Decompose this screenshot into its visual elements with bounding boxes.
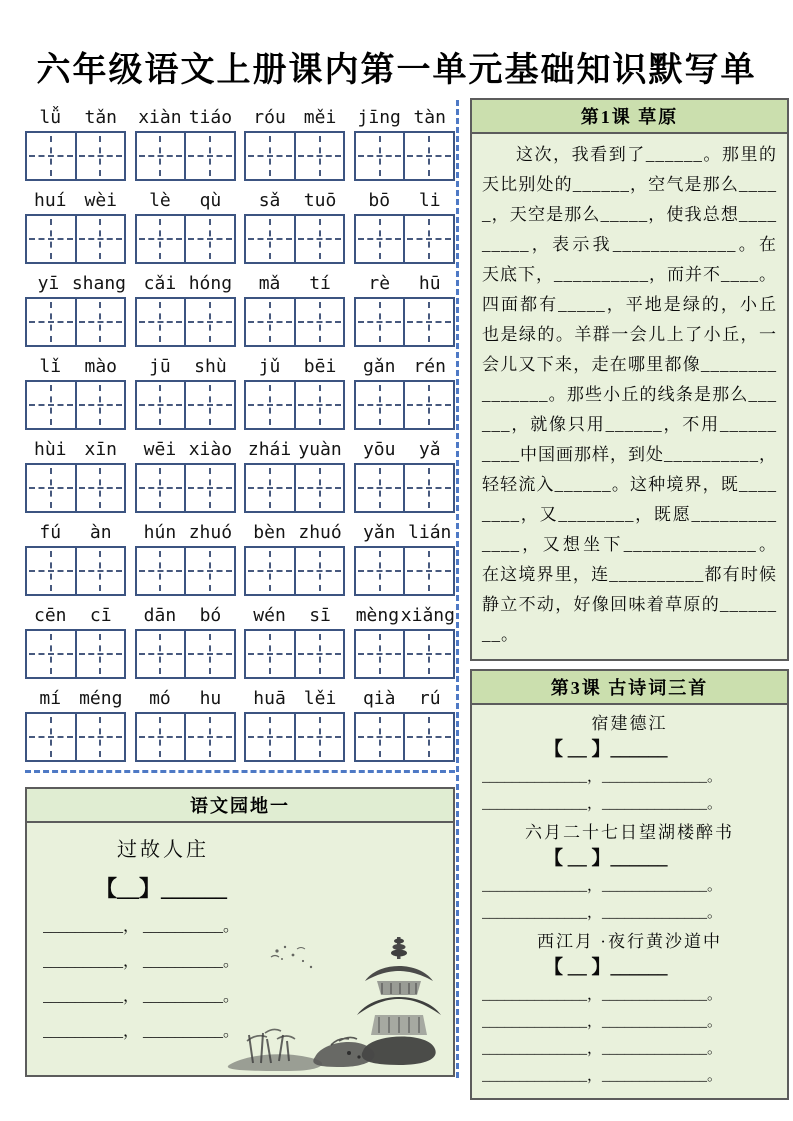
pinyin-word-group: [25, 189, 126, 264]
writing-cell: [294, 382, 344, 428]
pinyin-label: [25, 272, 126, 296]
pinyin-row: [25, 521, 455, 596]
poem-blank-line: ______________，______________。: [482, 1014, 723, 1030]
writing-cell: [356, 465, 404, 511]
pinyin-grid: [25, 106, 455, 762]
pinyin-label: [25, 438, 126, 462]
pinyin-syllable: bēi: [303, 356, 337, 377]
pinyin-syllable: yǎn: [362, 522, 396, 543]
writing-cell: [403, 465, 453, 511]
pinyin-label: [25, 355, 126, 379]
pinyin-syllable: jīng: [357, 107, 401, 128]
writing-grid: [25, 629, 126, 679]
pinyin-label: [135, 106, 236, 130]
pinyin-label: [25, 521, 126, 545]
pinyin-label: [354, 521, 455, 545]
writing-grid: [135, 463, 236, 513]
writing-cell: [137, 216, 185, 262]
writing-cell: [27, 133, 75, 179]
column-divider: [456, 100, 459, 1078]
pinyin-row: [25, 106, 455, 181]
pinyin-word-group: [25, 604, 126, 679]
writing-grid: [244, 546, 345, 596]
pinyin-syllable: bó: [199, 605, 222, 626]
writing-cell: [27, 465, 75, 511]
garden-poem-author-line: 【__】______: [95, 876, 228, 901]
pinyin-label: [354, 272, 455, 296]
pinyin-word-group: [244, 521, 345, 596]
lesson3-panel-header: 第3课 古诗词三首: [472, 671, 787, 705]
pinyin-row: [25, 189, 455, 264]
writing-cell: [246, 133, 294, 179]
writing-grid: [135, 629, 236, 679]
writing-cell: [137, 714, 185, 760]
writing-cell: [27, 548, 75, 594]
garden-panel-body: [27, 823, 453, 1075]
writing-grid: [244, 629, 345, 679]
poem-title: 六月二十七日望湖楼醉书: [525, 823, 734, 842]
pinyin-label: [244, 687, 345, 711]
pinyin-row: [25, 604, 455, 679]
pinyin-syllable: sǎ: [258, 190, 281, 211]
writing-cell: [137, 382, 185, 428]
pinyin-label: [244, 189, 345, 213]
writing-cell: [246, 631, 294, 677]
pinyin-word-group: [135, 438, 236, 513]
pinyin-label: [354, 604, 455, 628]
pinyin-word-group: [244, 355, 345, 430]
writing-grid: [135, 297, 236, 347]
pinyin-word-group: [244, 438, 345, 513]
pinyin-syllable: yǎ: [418, 439, 441, 460]
pinyin-label: [244, 604, 345, 628]
pinyin-syllable: měi: [303, 107, 337, 128]
writing-grid: [135, 131, 236, 181]
pinyin-syllable: xiào: [188, 439, 233, 460]
pinyin-syllable: shang: [71, 273, 126, 294]
writing-grid: [244, 712, 345, 762]
writing-cell: [75, 548, 125, 594]
pinyin-syllable: lián: [408, 522, 452, 543]
pinyin-syllable: dān: [143, 605, 177, 626]
pinyin-syllable: wèi: [84, 190, 117, 211]
pinyin-syllable: xīn: [84, 439, 117, 460]
lesson1-panel-header: 第1课 草原: [472, 100, 787, 134]
poem-title: 西江月 ·夜行黄沙道中: [537, 932, 722, 951]
pinyin-word-group: [354, 604, 455, 679]
pinyin-label: [244, 272, 345, 296]
writing-cell: [246, 465, 294, 511]
writing-cell: [403, 631, 453, 677]
pinyin-syllable: rú: [418, 688, 441, 709]
pinyin-word-group: [25, 521, 126, 596]
writing-cell: [184, 465, 234, 511]
pinyin-syllable: yōu: [362, 439, 396, 460]
pinyin-syllable: wēi: [143, 439, 177, 460]
writing-cell: [27, 714, 75, 760]
writing-cell: [246, 548, 294, 594]
writing-grid: [354, 546, 455, 596]
pinyin-label: [354, 687, 455, 711]
right-column: [470, 98, 789, 1100]
pinyin-syllable: lè: [149, 190, 171, 211]
pinyin-syllable: tǎn: [84, 107, 117, 128]
pinyin-syllable: hùi: [33, 439, 67, 460]
pinyin-word-group: [354, 272, 455, 347]
writing-grid: [244, 214, 345, 264]
writing-cell: [75, 299, 125, 345]
writing-cell: [246, 714, 294, 760]
writing-grid: [25, 214, 126, 264]
pinyin-word-group: [135, 687, 236, 762]
writing-cell: [356, 216, 404, 262]
writing-cell: [75, 631, 125, 677]
pinyin-syllable: qù: [199, 190, 222, 211]
pinyin-syllable: hu: [199, 688, 222, 709]
pinyin-syllable: zhuó: [188, 522, 233, 543]
writing-grid: [25, 712, 126, 762]
writing-grid: [25, 131, 126, 181]
pinyin-word-group: [135, 521, 236, 596]
pinyin-label: [135, 438, 236, 462]
pinyin-syllable: li: [418, 190, 441, 211]
pinyin-syllable: mào: [84, 356, 117, 377]
writing-grid: [135, 546, 236, 596]
pinyin-label: [25, 687, 126, 711]
writing-cell: [356, 548, 404, 594]
writing-cell: [294, 631, 344, 677]
pinyin-word-group: [135, 106, 236, 181]
writing-cell: [294, 133, 344, 179]
writing-cell: [356, 299, 404, 345]
writing-cell: [294, 548, 344, 594]
poem-blank-line: ______________，______________。: [482, 769, 723, 785]
pinyin-word-group: [354, 438, 455, 513]
pinyin-syllable: huí: [33, 190, 67, 211]
pinyin-syllable: zhuó: [298, 522, 342, 543]
writing-grid: [25, 380, 126, 430]
writing-grid: [25, 463, 126, 513]
pinyin-word-group: [244, 687, 345, 762]
pinyin-label: [244, 106, 345, 130]
pinyin-syllable: cǎi: [143, 273, 177, 294]
pinyin-label: [135, 687, 236, 711]
pinyin-syllable: tàn: [413, 107, 446, 128]
pinyin-word-group: [25, 438, 126, 513]
writing-cell: [403, 548, 453, 594]
writing-cell: [184, 133, 234, 179]
writing-grid: [244, 297, 345, 347]
writing-cell: [403, 714, 453, 760]
pinyin-word-group: [354, 189, 455, 264]
writing-cell: [246, 216, 294, 262]
pinyin-syllable: róu: [253, 107, 286, 128]
pinyin-syllable: gǎn: [362, 356, 396, 377]
writing-cell: [294, 465, 344, 511]
writing-grid: [354, 629, 455, 679]
pinyin-label: [244, 355, 345, 379]
pinyin-row: [25, 438, 455, 513]
garden-panel: [25, 787, 455, 1077]
writing-cell: [137, 465, 185, 511]
writing-cell: [75, 714, 125, 760]
writing-cell: [184, 714, 234, 760]
writing-cell: [403, 382, 453, 428]
pinyin-syllable: mèng: [355, 605, 400, 626]
writing-cell: [75, 133, 125, 179]
writing-cell: [27, 216, 75, 262]
writing-cell: [27, 299, 75, 345]
pinyin-word-group: [25, 687, 126, 762]
pinyin-label: [354, 106, 455, 130]
pinyin-word-group: [244, 604, 345, 679]
pinyin-label: [135, 355, 236, 379]
writing-grid: [244, 380, 345, 430]
writing-cell: [184, 216, 234, 262]
writing-grid: [135, 380, 236, 430]
pinyin-word-group: [25, 355, 126, 430]
pinyin-syllable: mí: [39, 688, 62, 709]
lesson3-panel: [470, 669, 789, 1100]
pinyin-word-group: [135, 272, 236, 347]
pinyin-word-group: [135, 355, 236, 430]
garden-poem-blank-line: __________， __________。: [43, 953, 240, 970]
pinyin-syllable: rè: [368, 273, 391, 294]
garden-poem-blank-line: __________， __________。: [43, 1023, 240, 1040]
writing-cell: [294, 299, 344, 345]
pinyin-word-group: [354, 355, 455, 430]
pinyin-syllable: yī: [37, 273, 60, 294]
poem-blank-line: ______________，______________。: [482, 1068, 723, 1084]
poem-blank-line: ______________，______________。: [482, 1041, 723, 1057]
pinyin-word-group: [244, 272, 345, 347]
writing-grid: [244, 463, 345, 513]
pinyin-syllable: jǔ: [258, 356, 281, 377]
pinyin-label: [354, 189, 455, 213]
writing-grid: [244, 131, 345, 181]
pinyin-row: [25, 355, 455, 430]
writing-cell: [75, 382, 125, 428]
poem-author-line: 【 __ 】______: [544, 957, 668, 978]
pinyin-syllable: mǎ: [258, 273, 281, 294]
pinyin-label: [135, 521, 236, 545]
writing-cell: [356, 382, 404, 428]
writing-cell: [403, 299, 453, 345]
lesson1-fill-in-text: 这次，我看到了______。那里的天比别处的______，空气是那么_____，天空是那么_____，使我总想_________，表示我_____________。在天底下，__________，而并不____。四面都有_____，平地是绿的，小丘也是绿的。羊群一会儿上了小丘，一会儿又下来，走在哪里都像_______________。那些小丘的线条是那么______，就像只用______，不用__________中国画那样，到处__________，轻轻流入______。这种境界，既________，又________，既愿_____________，又想坐下______________。在这境界里，连__________都有时候静立不动，好像回味着草原的________。: [482, 145, 777, 644]
writing-cell: [184, 299, 234, 345]
poem-blank-line: ______________，______________。: [482, 796, 723, 812]
pinyin-label: [25, 106, 126, 130]
pinyin-syllable: sī: [309, 605, 331, 626]
pinyin-word-group: [135, 189, 236, 264]
writing-cell: [27, 382, 75, 428]
writing-cell: [294, 714, 344, 760]
pinyin-label: [135, 272, 236, 296]
writing-cell: [137, 631, 185, 677]
pinyin-word-group: [354, 521, 455, 596]
writing-grid: [354, 380, 455, 430]
pinyin-section: [25, 106, 455, 1077]
poem-blank-line: ______________，______________。: [482, 987, 723, 1003]
poem-author-line: 【 __ 】______: [544, 739, 668, 760]
pinyin-syllable: àn: [89, 522, 112, 543]
writing-grid: [354, 214, 455, 264]
writing-cell: [294, 216, 344, 262]
pinyin-syllable: qià: [362, 688, 396, 709]
pinyin-word-group: [25, 106, 126, 181]
pinyin-label: [25, 189, 126, 213]
pinyin-syllable: wén: [253, 605, 286, 626]
pinyin-syllable: lǚ: [39, 107, 62, 128]
pinyin-label: [354, 438, 455, 462]
writing-cell: [356, 714, 404, 760]
pinyin-syllable: bō: [368, 190, 391, 211]
writing-grid: [25, 546, 126, 596]
lesson1-panel: [470, 98, 789, 661]
pinyin-syllable: lěi: [303, 688, 337, 709]
poem-blank-line: ______________，______________。: [482, 878, 723, 894]
pinyin-syllable: hóng: [188, 273, 233, 294]
pinyin-syllable: huā: [253, 688, 286, 709]
writing-grid: [354, 463, 455, 513]
writing-cell: [75, 465, 125, 511]
pinyin-syllable: mó: [149, 688, 171, 709]
pinyin-syllable: hún: [143, 522, 177, 543]
pinyin-word-group: [25, 272, 126, 347]
writing-grid: [354, 712, 455, 762]
pinyin-label: [25, 604, 126, 628]
garden-poem-blank-line: __________， __________。: [43, 988, 240, 1005]
writing-cell: [184, 631, 234, 677]
writing-cell: [403, 133, 453, 179]
garden-poem-lines: [43, 909, 437, 1049]
pinyin-word-group: [354, 106, 455, 181]
writing-cell: [184, 548, 234, 594]
writing-cell: [246, 382, 294, 428]
writing-grid: [354, 297, 455, 347]
garden-poem-title: 过故人庄: [117, 839, 209, 861]
pinyin-syllable: cēn: [33, 605, 67, 626]
pinyin-syllable: méng: [79, 688, 123, 709]
pinyin-syllable: fú: [39, 522, 62, 543]
writing-cell: [356, 631, 404, 677]
pinyin-label: [135, 604, 236, 628]
writing-cell: [137, 299, 185, 345]
poem-blank-line: ______________，______________。: [482, 905, 723, 921]
writing-cell: [27, 631, 75, 677]
pinyin-row: [25, 687, 455, 762]
pinyin-syllable: hū: [418, 273, 441, 294]
writing-grid: [135, 712, 236, 762]
pinyin-word-group: [354, 687, 455, 762]
pinyin-syllable: zhái: [247, 439, 292, 460]
pinyin-word-group: [244, 189, 345, 264]
section-divider-line: [25, 770, 455, 773]
writing-cell: [356, 133, 404, 179]
writing-cell: [246, 299, 294, 345]
writing-cell: [184, 382, 234, 428]
writing-grid: [25, 297, 126, 347]
writing-cell: [403, 216, 453, 262]
pinyin-row: [25, 272, 455, 347]
page-title: 六年级语文上册课内第一单元基础知识默写单: [36, 52, 757, 89]
writing-cell: [75, 216, 125, 262]
pinyin-label: [354, 355, 455, 379]
pinyin-syllable: lǐ: [39, 356, 62, 377]
pinyin-syllable: yuàn: [298, 439, 342, 460]
poem-author-line: 【 __ 】______: [544, 848, 668, 869]
writing-grid: [135, 214, 236, 264]
pinyin-syllable: bèn: [253, 522, 286, 543]
poem-title: 宿建德江: [591, 714, 668, 733]
garden-panel-header: 语文园地一: [27, 789, 453, 823]
pinyin-syllable: rén: [413, 356, 446, 377]
garden-poem-blank-line: __________， __________。: [43, 918, 240, 935]
pinyin-syllable: xiǎng: [400, 605, 455, 626]
pinyin-syllable: shù: [194, 356, 227, 377]
pinyin-label: [244, 521, 345, 545]
pinyin-syllable: xiàn: [138, 107, 182, 128]
pinyin-word-group: [244, 106, 345, 181]
writing-cell: [137, 133, 185, 179]
pinyin-word-group: [135, 604, 236, 679]
pinyin-syllable: tiáo: [188, 107, 233, 128]
lesson3-poems: [472, 705, 787, 1098]
pinyin-label: [244, 438, 345, 462]
pinyin-syllable: tí: [309, 273, 331, 294]
pinyin-syllable: jū: [149, 356, 171, 377]
writing-grid: [354, 131, 455, 181]
pinyin-syllable: cī: [89, 605, 112, 626]
pinyin-syllable: tuō: [303, 190, 337, 211]
pinyin-label: [135, 189, 236, 213]
writing-cell: [137, 548, 185, 594]
